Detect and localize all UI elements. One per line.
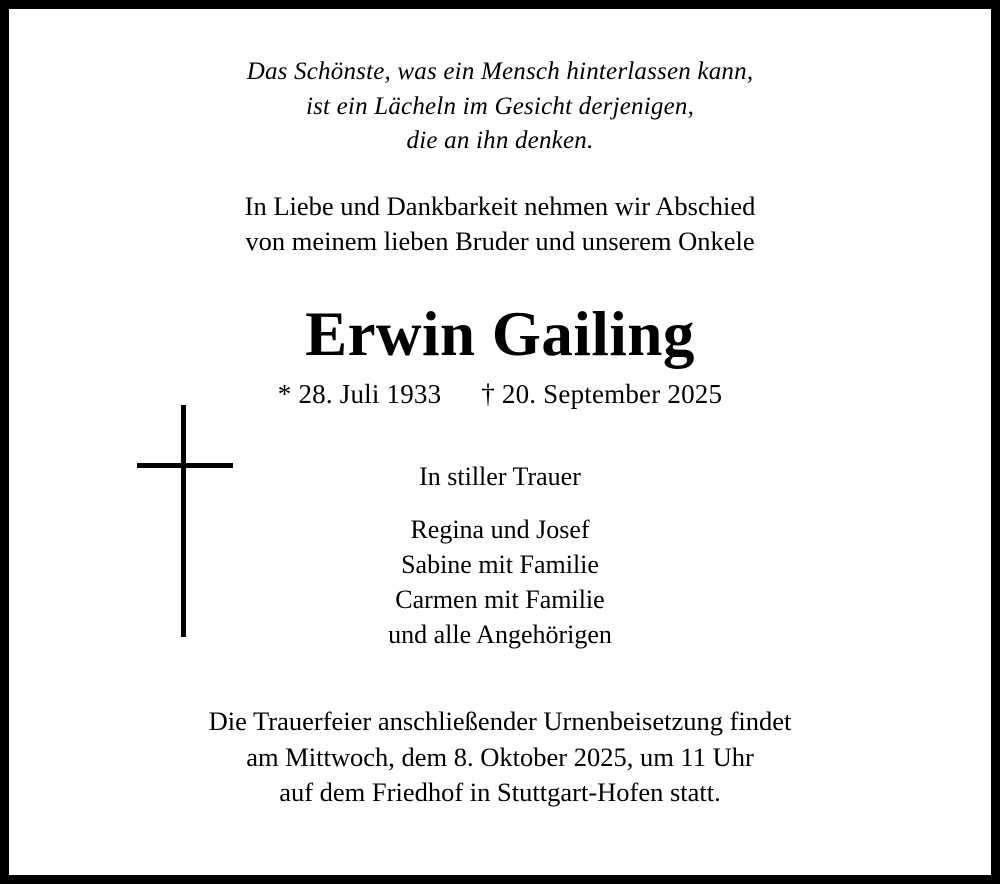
intro-line-1: In Liebe und Dankbarkeit nehmen wir Abschied: [244, 190, 756, 221]
intro-line-2: von meinem lieben Bruder und unserem Onkele: [245, 225, 755, 256]
mourner-line-3: Carmen mit Familie: [395, 585, 605, 615]
mourner-line-1: Regina und Josef: [410, 515, 590, 545]
funeral-line-2: am Mittwoch, dem 8. Oktober 2025, um 11 Uhr: [246, 741, 754, 772]
intro-text: [49, 189, 951, 259]
birth-date: * 28. Juli 1933: [277, 379, 442, 410]
funeral-line-3: auf dem Friedhof in Stuttgart-Hofen statt.: [279, 776, 721, 807]
obituary-content: [9, 9, 991, 875]
cross-horizontal-bar: [137, 463, 233, 468]
quote-line-1: Das Schönste, was ein Mensch hinterlassen kann,: [246, 58, 754, 85]
mourner-line-4: und alle Angehörigen: [388, 620, 612, 650]
cross-vertical-bar: [181, 405, 186, 637]
mourning-label: In stiller Trauer: [419, 462, 581, 492]
funeral-line-1: Die Trauerfeier anschließender Urnenbeisetzung findet: [208, 706, 792, 737]
mourner-line-2: Sabine mit Familie: [401, 550, 599, 580]
death-date: † 20. September 2025: [481, 379, 723, 410]
funeral-details: [49, 704, 951, 810]
memorial-quote: [49, 55, 951, 159]
quote-line-2: ist ein Lächeln im Gesicht derjenigen,: [305, 92, 695, 120]
christian-cross-icon: [137, 405, 233, 637]
quote-line-3: die an ihn denken.: [406, 127, 594, 154]
deceased-name: Erwin Gailing: [305, 298, 695, 369]
